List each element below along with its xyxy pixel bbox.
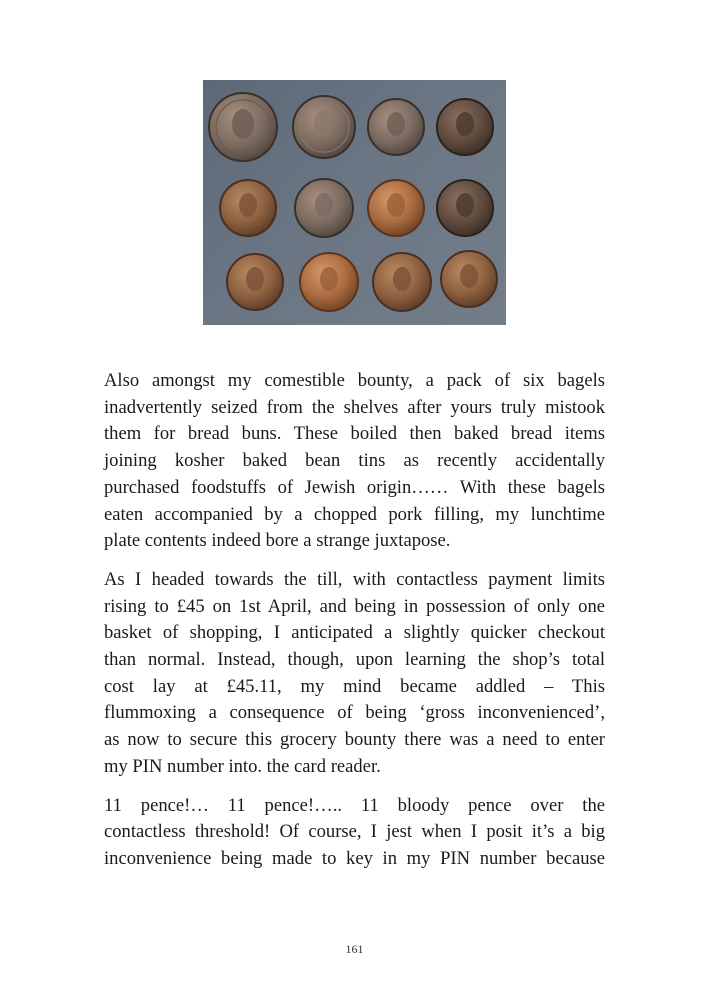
text-line: as now to secure this grocery bounty there was a need to enter: [104, 729, 605, 751]
coin-row-2: [220, 179, 493, 237]
text-line: basket of shopping, I anticipated a slightly quicker checkout: [104, 622, 605, 644]
paragraph-3: [104, 793, 605, 873]
text-line: plate contents indeed bore a strange juxtapose.: [104, 530, 451, 552]
coins-illustration: [203, 80, 506, 325]
paragraph-2: [104, 567, 605, 781]
text-line: cost lay at £45.11, my mind became addled – This: [104, 675, 605, 697]
coin-row-1: [209, 93, 493, 161]
text-line: than normal. Instead, though, upon learning the shop’s total: [104, 649, 605, 671]
text-line: inadvertently seized from the shelves after yours truly mistook: [104, 396, 605, 418]
text-line: them for bread buns. These boiled then baked bread items: [104, 423, 605, 445]
text-line: inconvenience being made to key in my PIN number because: [104, 847, 605, 869]
text-line: Also amongst my comestible bounty, a pack of six bagels: [104, 370, 605, 391]
text-line: rising to £45 on 1st April, and being in possession of only one: [104, 595, 605, 617]
text-line: 11 pence!… 11 pence!….. 11 bloody pence over the: [104, 794, 605, 816]
body-text: [104, 368, 605, 885]
coin-row-3: [227, 251, 497, 311]
text-line: As I headed towards the till, with contactless payment limits: [104, 568, 605, 590]
text-line: my PIN number into. the card reader.: [104, 755, 381, 777]
paragraph-1: [104, 368, 605, 555]
text-line: flummoxing a consequence of being ‘gross inconvenienced’,: [104, 702, 605, 724]
text-line: eaten accompanied by a chopped pork filling, my lunchtime: [104, 503, 605, 525]
page-number: 161: [345, 942, 364, 956]
text-line: purchased foodstuffs of Jewish origin…… With these bagels: [104, 476, 605, 498]
text-line: joining kosher baked bean tins as recently accidentally: [104, 450, 605, 472]
text-line: contactless threshold! Of course, I jest when I posit it’s a big: [104, 821, 605, 843]
coins-photo: [203, 80, 506, 325]
